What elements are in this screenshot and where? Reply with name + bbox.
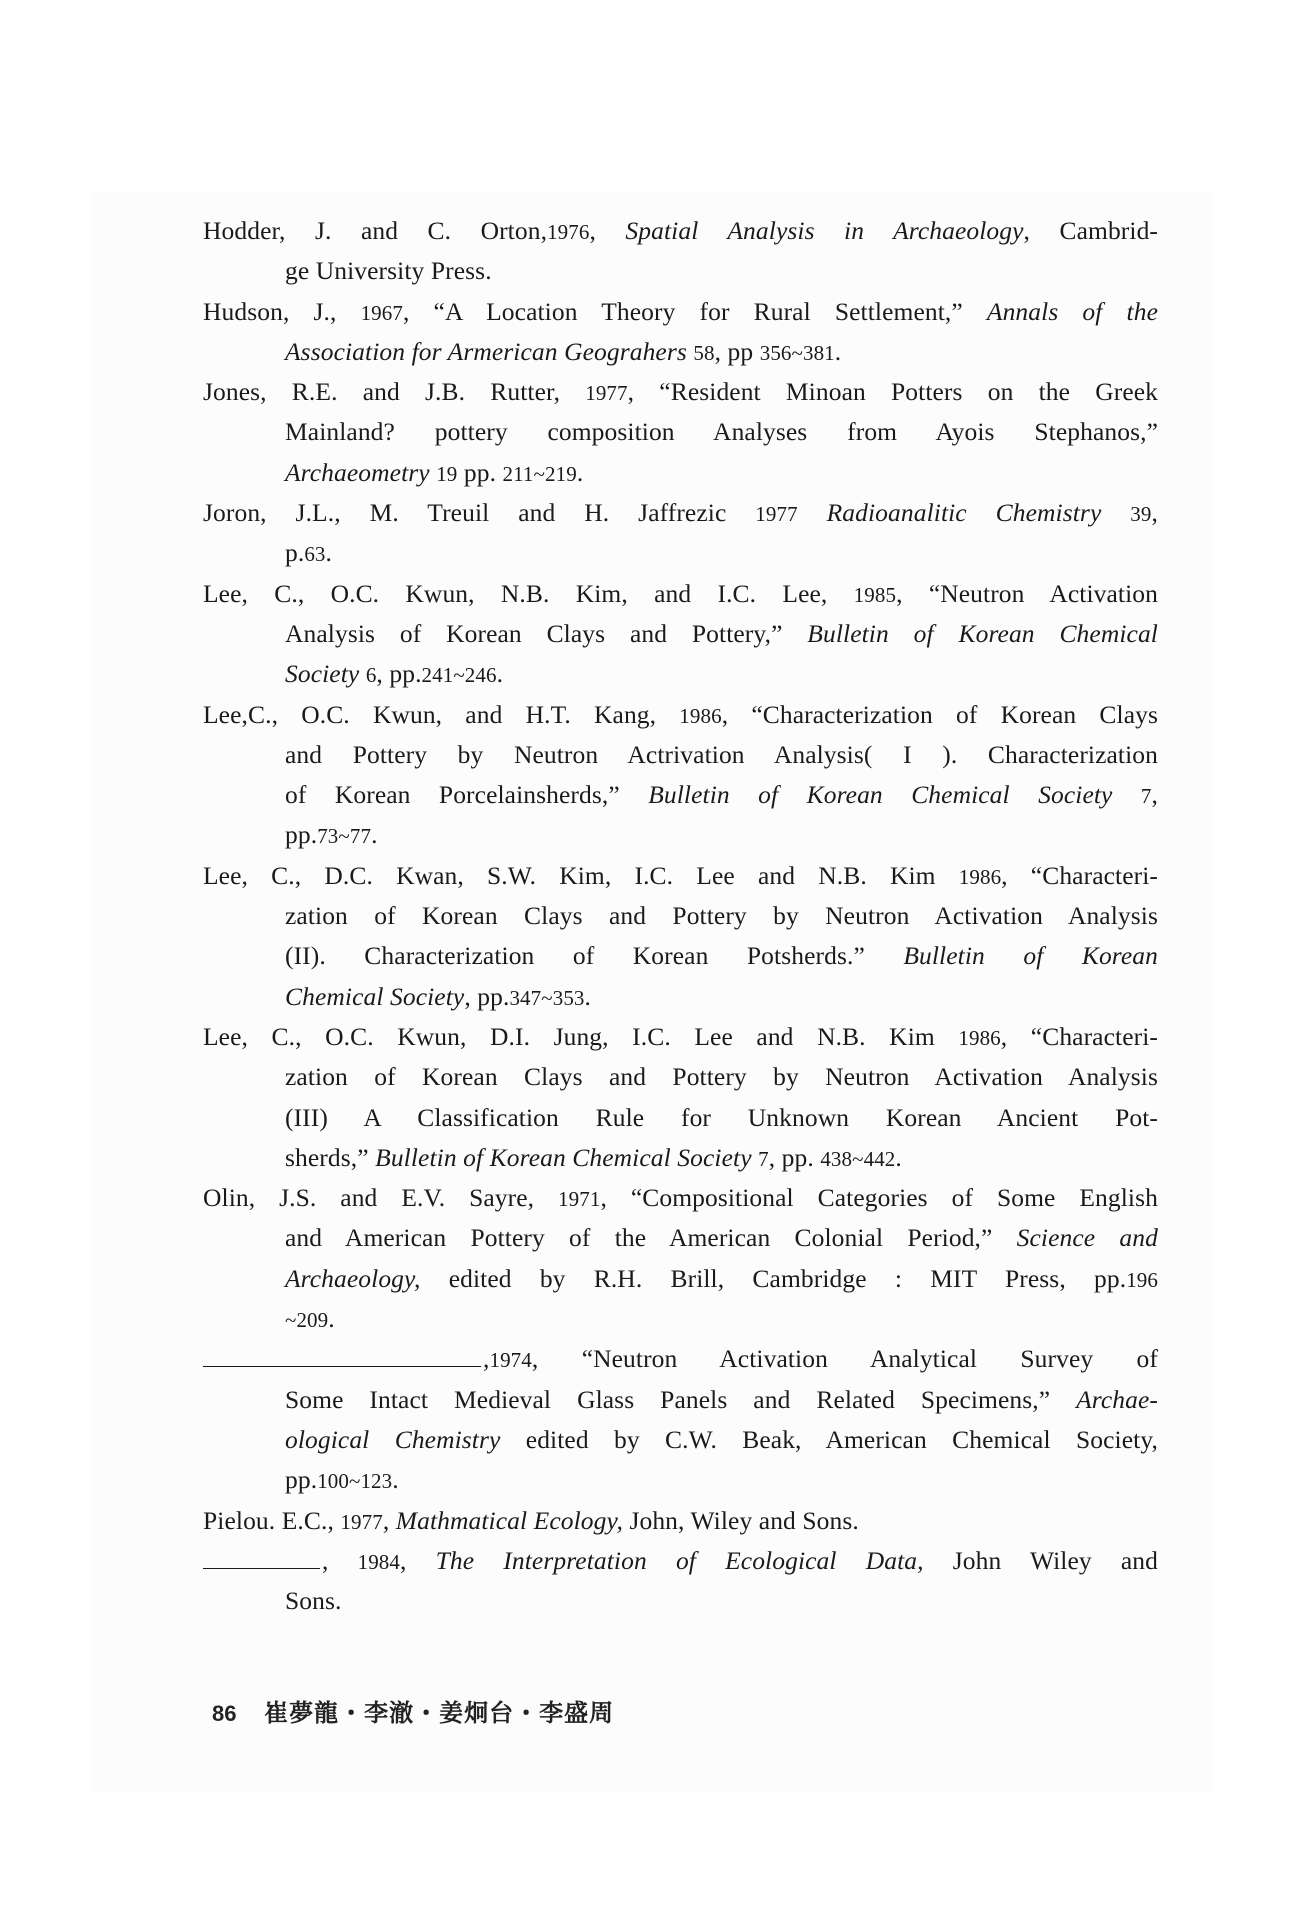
reference-entry [203, 1501, 1158, 1541]
text-run: . [328, 1304, 335, 1334]
reference-continuation-line [203, 735, 1158, 775]
italic-title: Archaeology, [285, 1263, 421, 1293]
reference-continuation-line [203, 332, 1158, 372]
reference-first-line [203, 574, 1158, 614]
reference-continuation-line [203, 654, 1158, 694]
page-footer [212, 1693, 614, 1728]
italic-title: Society [285, 659, 360, 689]
text-run: , pp [714, 336, 760, 366]
text-run: , “Characteri- [1000, 1021, 1158, 1051]
text-run: of Korean Porcelainsherds,” [285, 780, 649, 810]
reference-entry [203, 1017, 1158, 1178]
text-run: zation of Korean Clays and Pottery by Neutron Activation Analysis [285, 1062, 1158, 1092]
text-run: . [834, 336, 842, 366]
numeral: 347~353 [509, 985, 585, 1010]
reference-first-line [203, 1339, 1158, 1379]
reference-continuation-line [203, 614, 1158, 654]
italic-title: Archae- [1076, 1384, 1158, 1414]
running-footer-authors: 崔夢龍・李澈・姜炯台・李盛周 [264, 1699, 615, 1727]
numeral: 7 [1140, 784, 1152, 809]
text-run: John, Wiley and Sons. [622, 1505, 859, 1535]
text-run: , “Compositional Categories of Some English [600, 1183, 1158, 1213]
text-run: , [382, 1505, 396, 1535]
text-run: . [584, 981, 591, 1011]
text-run: , pp. [464, 981, 510, 1011]
numeral: 63 [304, 542, 326, 567]
text-run: and American Pottery of the American Colonial Period,” [285, 1223, 1017, 1253]
italic-title: Mathmatical Ecology, [395, 1505, 623, 1535]
numeral: 1986 [958, 1025, 1001, 1050]
text-run: , pp. [376, 659, 422, 689]
numeral: 211~219 [502, 461, 577, 486]
reference-continuation-line [203, 453, 1158, 493]
text-run: Lee, C., D.C. Kwan, S.W. Kim, I.C. Lee and N.B. Kim [203, 860, 959, 890]
numeral: 196 [1126, 1267, 1158, 1292]
text-run: . [576, 457, 584, 487]
text-run: Hudson, J., [203, 296, 361, 326]
numeral: 7 [758, 1146, 769, 1171]
reference-first-line [203, 292, 1158, 332]
text-run: edited by R.H. Brill, Cambridge : MIT Press, pp. [420, 1263, 1127, 1293]
text-run: pp. [285, 1465, 318, 1495]
same-author-dash-rule [203, 1542, 320, 1569]
text-run: (II). Characterization of Korean Potsherds.” [285, 941, 904, 971]
reference-continuation-line [203, 775, 1158, 815]
numeral: 6 [365, 663, 377, 688]
numeral: 356~381 [759, 340, 835, 365]
italic-title: Bulletin of Korean [903, 941, 1159, 971]
italic-title: Science and [1016, 1223, 1158, 1253]
text-run: Lee,C., O.C. Kwun, and H.T. Kang, [203, 699, 680, 729]
numeral: 1985 [853, 582, 897, 607]
reference-continuation-line [203, 1299, 1158, 1339]
numeral: 241~246 [421, 663, 497, 688]
text-run: Jones, R.E. and J.B. Rutter, [203, 377, 586, 407]
text-run: . [392, 1465, 399, 1495]
numeral: ~209 [285, 1308, 329, 1333]
text-run: Olin, J.S. and E.V. Sayre, [203, 1183, 559, 1213]
text-run: pp. [457, 457, 503, 487]
text-run: , [400, 1545, 436, 1575]
text-run [798, 498, 827, 527]
italic-title: Spatial Analysis in Archaeology [625, 216, 1024, 245]
italic-title: The Interpretation of Ecological Data, [435, 1545, 924, 1575]
text-run [1112, 780, 1140, 809]
reference-continuation-line [203, 1380, 1158, 1420]
reference-continuation-line [203, 251, 1158, 291]
text-run: Lee, C., O.C. Kwun, D.I. Jung, I.C. Lee and N.B. Kim [203, 1021, 959, 1051]
reference-continuation-line [203, 1057, 1158, 1097]
numeral: 19 [436, 461, 458, 486]
reference-first-line [203, 493, 1158, 533]
numeral: 1974 [489, 1348, 532, 1373]
text-run: , [589, 216, 626, 245]
reference-first-line [203, 211, 1158, 251]
text-run: zation of Korean Clays and Pottery by Neutron Activation Analysis [285, 901, 1158, 931]
reference-continuation-line [203, 412, 1158, 452]
text-run: Sons. [285, 1586, 342, 1616]
text-run: pp. [285, 820, 318, 850]
text-run: , “Characteri- [1001, 860, 1158, 890]
text-run: ge University Press. [285, 256, 492, 286]
reference-continuation-line [203, 1138, 1158, 1178]
numeral: 100~123 [317, 1469, 393, 1494]
reference-entry [203, 856, 1158, 1017]
italic-title: Association for Armerican Geograhers [285, 336, 687, 366]
numeral: 1976 [547, 220, 590, 244]
text-run [1101, 498, 1130, 527]
text-run: , [1151, 498, 1158, 528]
italic-title: Radioanalitic Chemistry [826, 498, 1102, 528]
text-run: , “Resident Minoan Potters on the Greek [627, 377, 1159, 407]
text-run: . [895, 1142, 902, 1172]
text-run: , [322, 1545, 358, 1575]
numeral: 1984 [357, 1549, 401, 1574]
italic-title: Annals of the [986, 296, 1158, 326]
numeral: 1977 [585, 381, 628, 406]
text-run: edited by C.W. Beak, American Chemical Society, [500, 1424, 1158, 1454]
text-run: Lee, C., O.C. Kwun, N.B. Kim, and I.C. Lee, [203, 578, 854, 608]
reference-first-line [203, 1178, 1158, 1218]
reference-entry [203, 292, 1158, 373]
reference-entry [203, 1339, 1158, 1500]
page-number: 86 [212, 1701, 237, 1726]
text-run: Mainland? pottery composition Analyses from Ayois Stephanos,” [285, 417, 1158, 447]
numeral: 438~442 [820, 1146, 896, 1171]
numeral: 39 [1130, 502, 1152, 527]
reference-entry [203, 1178, 1158, 1339]
reference-first-line [203, 372, 1158, 412]
reference-continuation-line [203, 1259, 1158, 1299]
text-run: , “Characterization of Korean Clays [721, 699, 1158, 729]
reference-entry [203, 695, 1158, 856]
reference-entry [203, 211, 1158, 292]
text-run: . [325, 538, 333, 568]
text-run: , “A Location Theory for Rural Settlement,” [402, 296, 987, 326]
reference-first-line [203, 1017, 1158, 1057]
reference-entry [203, 372, 1158, 493]
reference-entry [203, 574, 1158, 695]
reference-continuation-line [203, 533, 1158, 573]
reference-continuation-line [203, 1098, 1158, 1138]
reference-list [203, 211, 1158, 1621]
text-run: . [371, 820, 378, 850]
italic-title: Bulletin of Korean Chemical [807, 618, 1158, 648]
text-run: Some Intact Medieval Glass Panels and Related Specimens,” [285, 1384, 1077, 1414]
reference-continuation-line [203, 815, 1158, 855]
reference-continuation-line [203, 1460, 1158, 1500]
numeral: 1986 [679, 703, 722, 728]
text-run: . [496, 659, 504, 689]
text-run: sherds,” [285, 1142, 376, 1172]
reference-continuation-line [203, 896, 1158, 936]
italic-title: ological Chemistry [285, 1424, 501, 1454]
reference-first-line [203, 695, 1158, 735]
text-run: Hodder, J. and C. Orton, [203, 216, 548, 245]
reference-first-line [203, 1501, 1158, 1541]
reference-continuation-line [203, 1420, 1158, 1460]
text-run: , [1151, 780, 1158, 810]
numeral: 73~77 [317, 824, 372, 849]
text-run: , “Neutron Activation Analytical Survey of [531, 1344, 1158, 1374]
text-run: John Wiley and [923, 1545, 1158, 1575]
numeral: 1967 [360, 300, 403, 325]
text-run: Joron, J.L., M. Treuil and H. Jaffrezic [203, 498, 756, 528]
italic-title: Chemical Society [285, 981, 465, 1011]
reference-entry [203, 1541, 1158, 1622]
same-author-dash-rule [203, 1340, 481, 1367]
numeral: 1977 [340, 1509, 383, 1534]
italic-title: Archaeometry [285, 457, 430, 487]
text-run: , pp. [768, 1142, 821, 1172]
text-run: and Pottery by Neutron Actrivation Analysis( I ). Characterization [285, 739, 1158, 769]
italic-title: Bulletin of Korean Chemical Society [648, 780, 1113, 810]
text-run: Analysis of Korean Clays and Pottery,” [285, 618, 808, 648]
reference-continuation-line [203, 1581, 1158, 1621]
reference-entry [203, 493, 1158, 574]
text-run: Pielou. E.C., [203, 1505, 341, 1535]
reference-continuation-line [203, 977, 1158, 1017]
reference-continuation-line [203, 1218, 1158, 1258]
reference-continuation-line [203, 936, 1158, 976]
numeral: 1971 [558, 1187, 601, 1212]
numeral: 58 [693, 340, 715, 365]
text-run: , Cambrid- [1023, 216, 1159, 245]
text-run: (III) A Classification Rule for Unknown Korean Ancient Pot- [285, 1102, 1158, 1132]
text-run: p. [285, 538, 305, 568]
numeral: 1977 [755, 502, 798, 527]
text-run: , “Neutron Activation [896, 578, 1158, 608]
reference-first-line [203, 1541, 1158, 1581]
italic-title: Bulletin of Korean Chemical Society [375, 1142, 752, 1172]
numeral: 1986 [958, 864, 1002, 889]
text-run: , [483, 1344, 490, 1374]
reference-first-line [203, 856, 1158, 896]
